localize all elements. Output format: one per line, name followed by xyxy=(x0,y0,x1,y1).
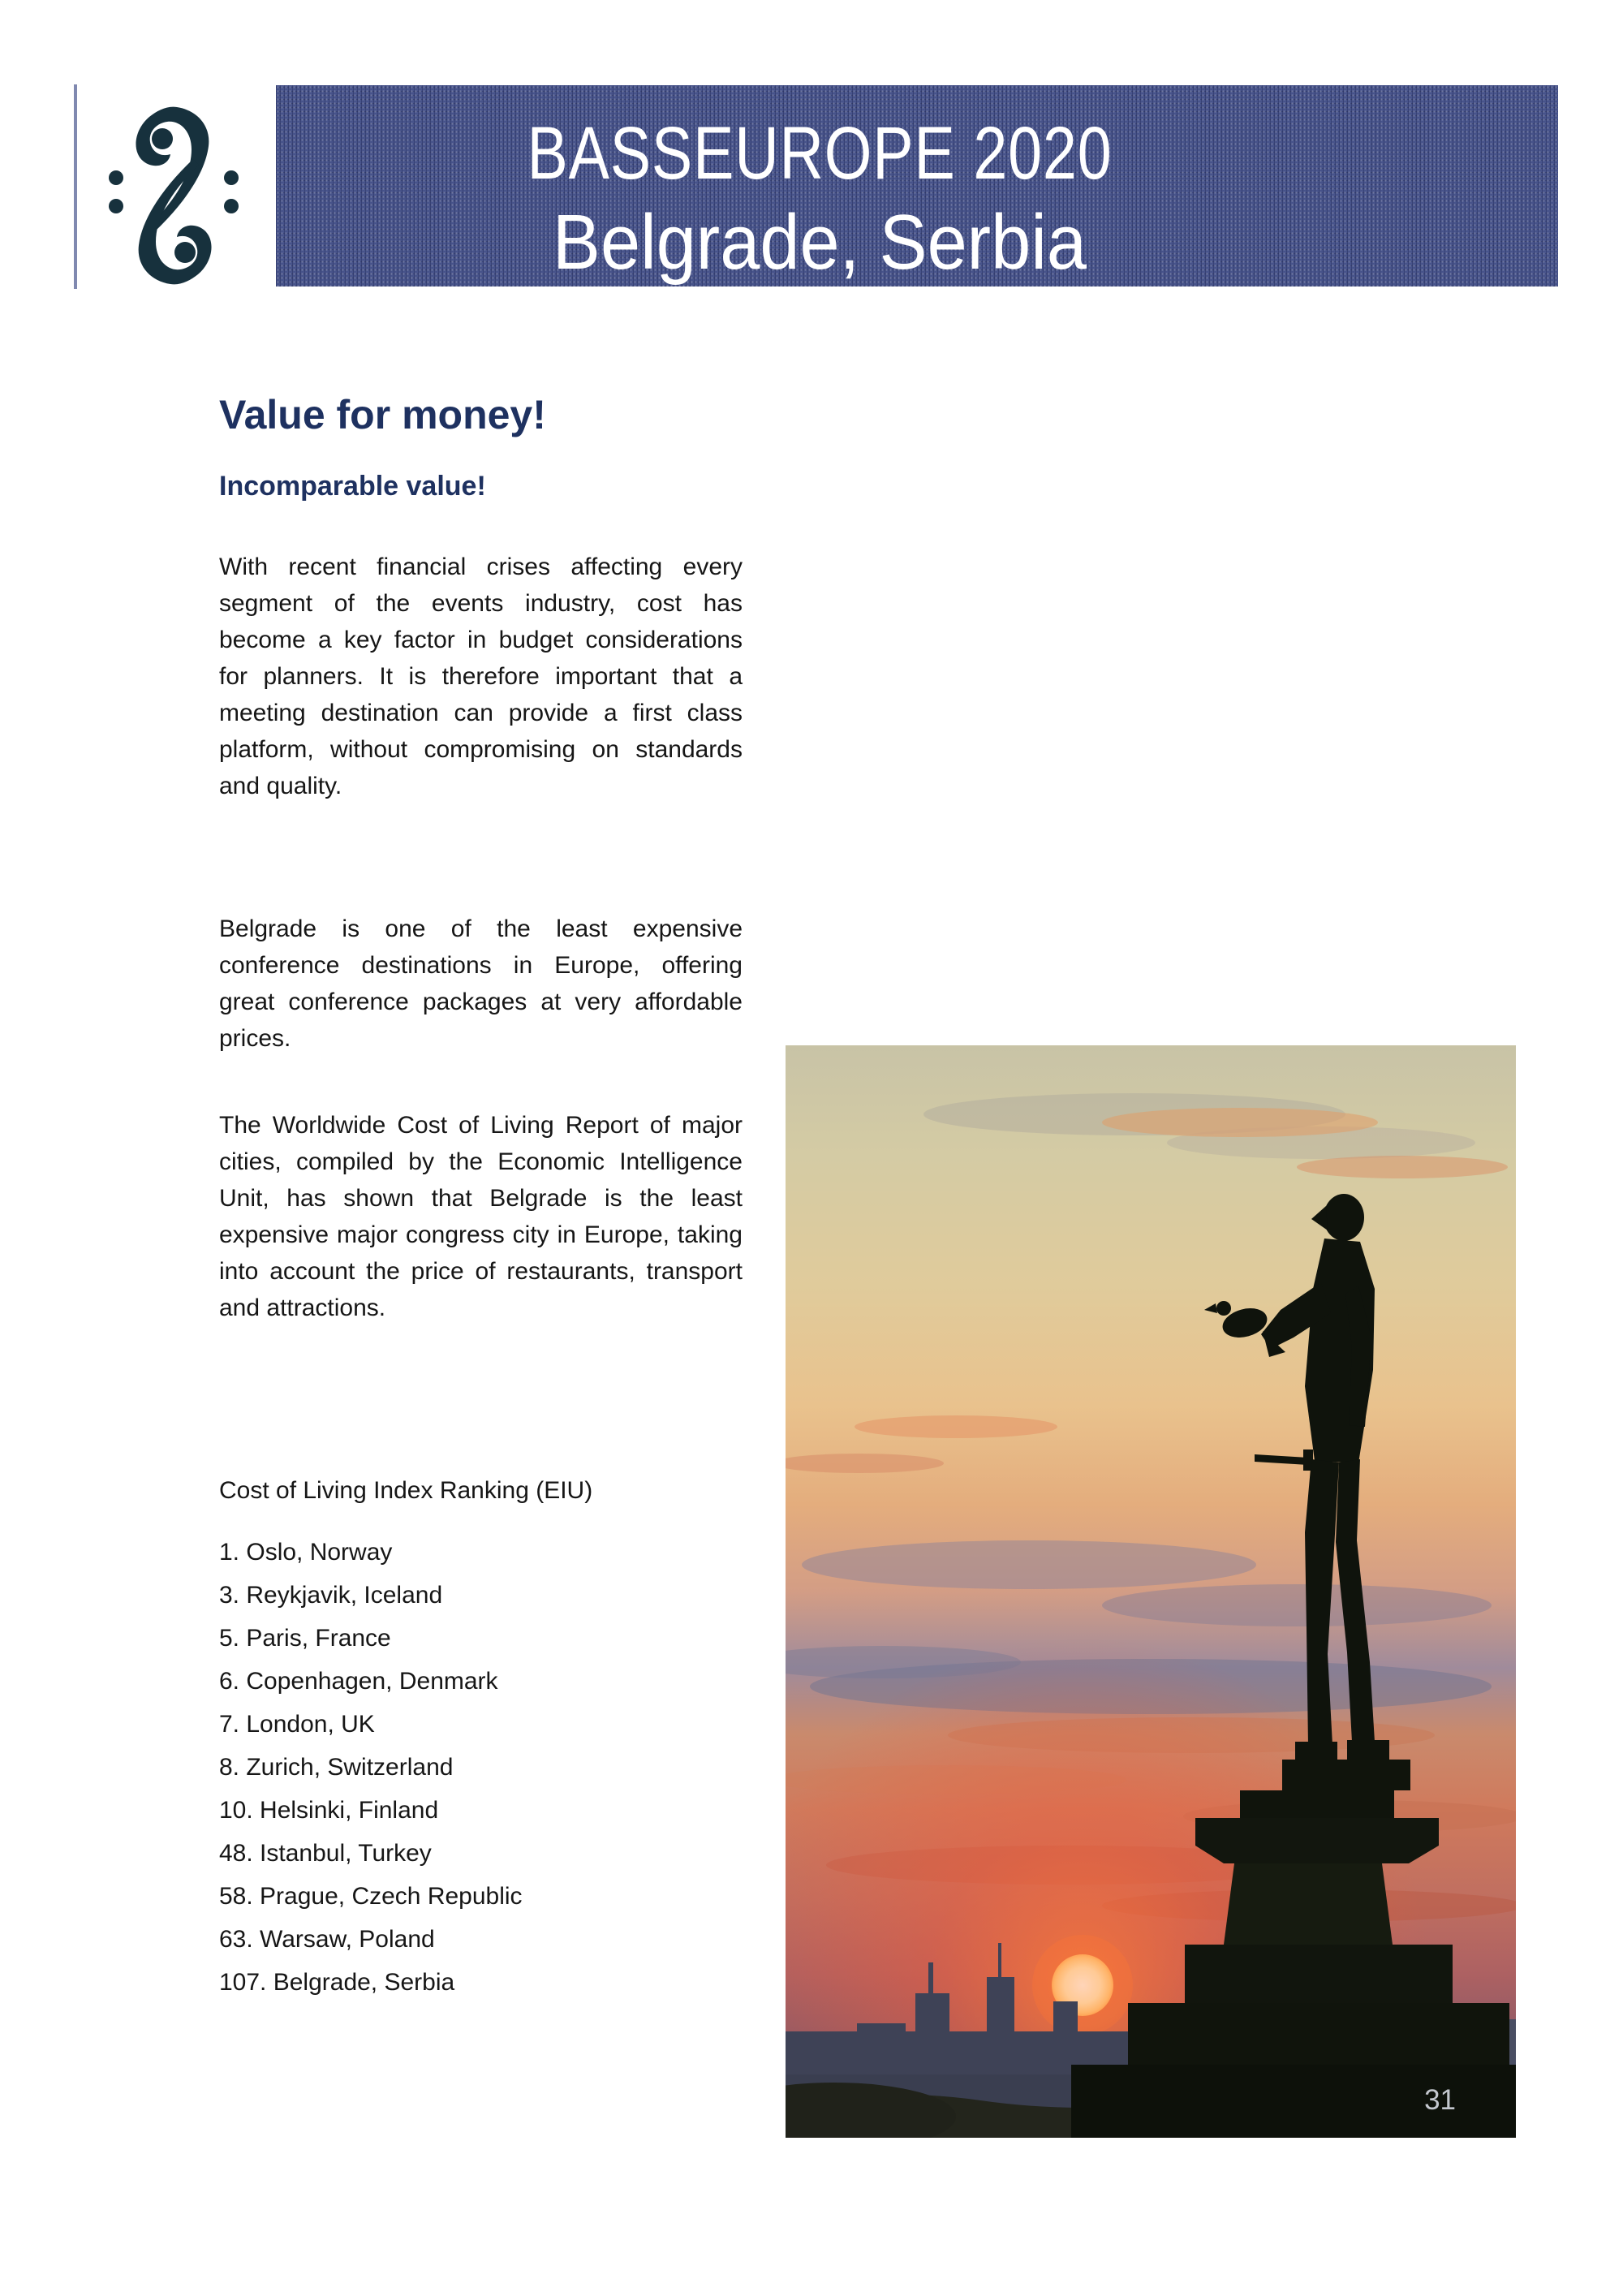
ranking-item: 107. Belgrade, Serbia xyxy=(219,1969,455,1996)
header-title-block xyxy=(276,112,1363,286)
ranking-item: 48. Istanbul, Turkey xyxy=(219,1840,432,1867)
left-vertical-rule xyxy=(74,84,77,289)
double-bass-clef-icon xyxy=(94,101,253,291)
paragraph-financial-crises: With recent financial crises affecting every segment of the events industry, cost has become a key factor in budget considerations for planners. It is therefore important that a meeting destination can provide a first class platform, without compromising on standards and quality. xyxy=(219,554,743,799)
ranking-item: 3. Reykjavik, Iceland xyxy=(219,1582,443,1609)
ranking-item: 5. Paris, France xyxy=(219,1625,391,1652)
bass-clef-lower xyxy=(139,159,212,284)
event-title: BASSEUROPE 2020 xyxy=(527,112,1113,195)
ranking-item: 63. Warsaw, Poland xyxy=(219,1926,435,1953)
event-location: Belgrade, Serbia xyxy=(553,199,1087,286)
cost-of-living-ranking-list xyxy=(219,1531,523,2004)
paragraph-cost-of-living-report: The Worldwide Cost of Living Report of major cities, compiled by the Economic Intelligence Unit, has shown that Belgrade is the least expensive major congress city in Europe, taking into account the price of restaurants, transport and attractions. xyxy=(219,1112,743,1321)
page-title: Value for money! xyxy=(219,392,546,437)
bass-clef-upper xyxy=(136,107,209,232)
page-subtitle: Incomparable value! xyxy=(219,471,486,502)
ranking-item: 58. Prague, Czech Republic xyxy=(219,1883,523,1910)
header-banner xyxy=(276,85,1558,286)
ranking-item: 8. Zurich, Switzerland xyxy=(219,1754,454,1781)
ranking-list-title: Cost of Living Index Ranking (EIU) xyxy=(219,1477,593,1504)
ranking-item: 7. London, UK xyxy=(219,1711,375,1738)
paragraph-least-expensive: Belgrade is one of the least expensive conference destinations in Europe, offering great conference packages at very affordable prices. xyxy=(219,915,743,1052)
ranking-item: 1. Oslo, Norway xyxy=(219,1539,393,1566)
sun-halo xyxy=(1032,1935,1133,2035)
monument-sunset-photo xyxy=(786,1045,1516,2138)
monument-sunset-illustration xyxy=(786,1045,1516,2138)
ranking-item: 6. Copenhagen, Denmark xyxy=(219,1668,498,1695)
page-number: 31 xyxy=(1424,2084,1456,2116)
ranking-item: 10. Helsinki, Finland xyxy=(219,1797,439,1824)
